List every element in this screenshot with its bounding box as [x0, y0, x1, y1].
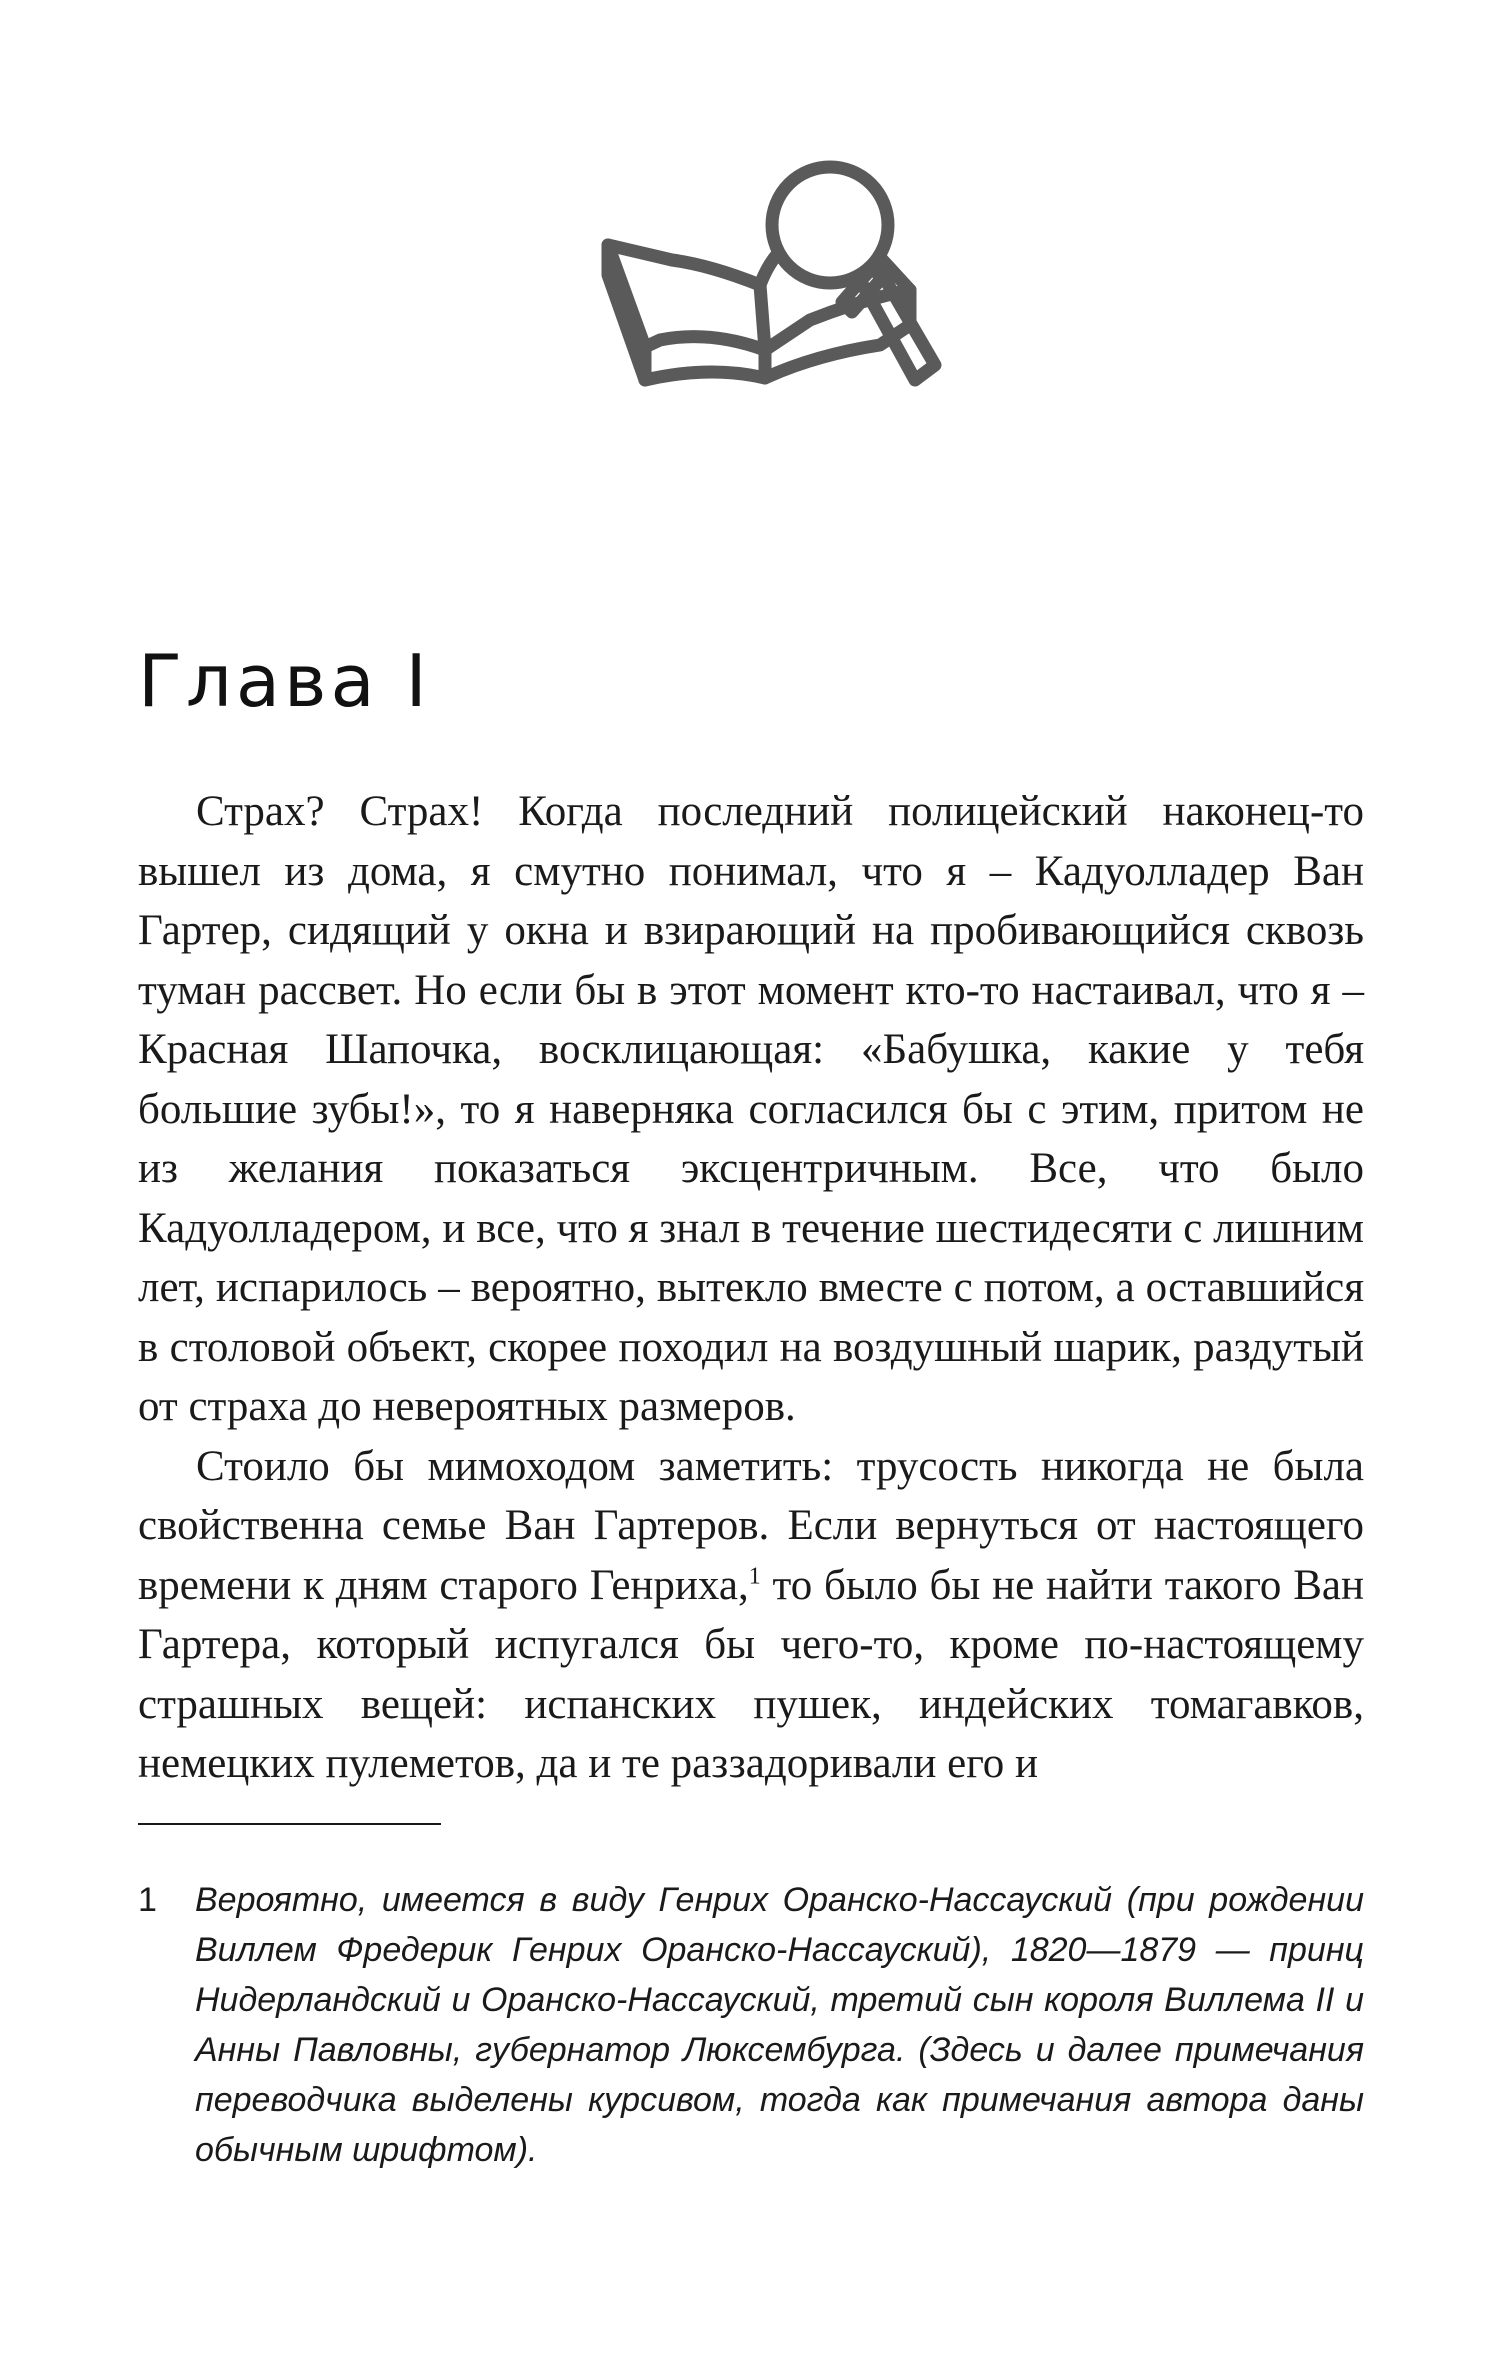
footnote-reference[interactable]: 1 [748, 1563, 761, 1590]
footnote-text: Вероятно, имеется в виду Генрих Оранско-Нассауский (при рождении Виллем Фредерик Генрих Оранско-Нассауский), 1820—1879 — принц Нидерландский и Оранско-Нассауский, третий сын короля Виллема II и Анны Павловны, губернатор Люксембурга. (Здесь и далее примечания переводчика выделены курсивом, тогда как примечания автора даны обычным шрифтом). [195, 1881, 1364, 2169]
book-magnifier-icon [590, 150, 960, 410]
chapter-title: Глава I [138, 639, 431, 723]
paragraph-2-text-end: то было бы не найти такого Ван Гартера, который испугался бы чего-то, кроме по-настоящему страшных вещей: испанских пушек, индейских томагавков, немецких пулеметов, да и те раззадоривали его и [138, 1561, 1364, 1787]
footnote-number: 1 [138, 1881, 157, 1919]
paragraph-1: Страх? Страх! Когда последний полицейский наконец-то вышел из дома, я смутно понимал, что я – Кадуолладер Ван Гартер, сидящий у окна и взирающий на пробивающийся сквозь туман рассвет. Но если бы в этот момент кто-то настаивал, что я – Красная Шапочка, восклицающая: «Бабушка, какие у тебя большие зубы!», то я наверняка согласился бы с этим, притом не из желания показаться эксцентричным. Все, что было Кадуолладером, и все, что я знал в течение шестидесяти с лишним лет, испарилось – вероятно, вытекло вместе с потом, а оставшийся в столовой объект, скорее походил на воздушный шарик, раздутый от страха до невероятных размеров. [138, 788, 1364, 1430]
paragraph-2-text-start: Стоило бы мимоходом заметить: трусость никогда не была свойственна семье Ван Гартеров. Если вернуться от настоящего времени к дням старого Генриха, [138, 1442, 1364, 1609]
chapter-body [138, 782, 1364, 1794]
footnote [138, 1875, 1364, 2175]
paragraph-2 [138, 1437, 1364, 1794]
footnote-divider [138, 1823, 441, 1825]
